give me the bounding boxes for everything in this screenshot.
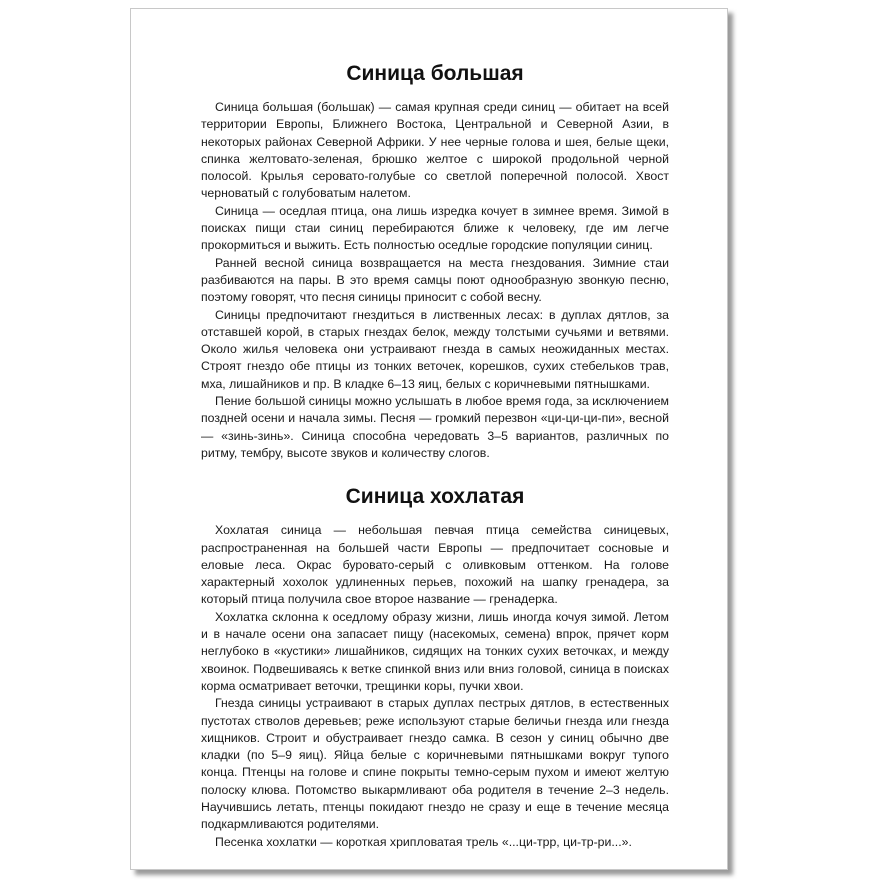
document-page (130, 8, 728, 870)
paragraph: Синица — оседлая птица, она лишь изредка кочует в зимнее время. Зимой в поисках пищи стаи синиц перебираются ближе к человеку, где им легче прокормиться и выжить. Есть полностью оседлые городские популяции синиц. (201, 203, 669, 253)
section-great-tit (201, 61, 669, 462)
section-title-crested-tit: Синица хохлатая (345, 485, 525, 509)
paragraph: Песенка хохлатки — короткая хрипловатая трель «...ци-трр, ци-тр-ри...». (215, 834, 632, 849)
section-crested-tit (201, 484, 669, 851)
paragraph: Синицы предпочитают гнездиться в лиственных лесах: в дуплах дятлов, за отставшей корой, в старых гнездах белок, между толстыми сучьями и ветвями. Около жилья человека они устраивают гнезда в самых неожиданных местах. Строят гнездо обе птицы из тонких веточек, корешков, сухих стебельков трав, мха, лишайников и пр. В кладке 6–13 яиц, белых с коричневыми пятнышками. (201, 307, 669, 391)
paragraph: Синица большая (большак) — самая крупная среди синиц — обитает на всей территории Европы, Ближнего Востока, Центральной и Северной Азии, в некоторых районах Северной Африки. У нее черные голова и шея, белые щеки, спинка желтовато-зеленая, брюшко желтое с широкой продольной черной полосой. Крылья серовато-голубые со светлой поперечной полосой. Хвост черноватый с голубоватым налетом. (201, 100, 669, 201)
paragraph: Хохлатая синица — небольшая певчая птица семейства синицевых, распространенная на большей части Европы — предпочитает сосновые и еловые леса. Окрас буровато-серый с оливковым оттенком. На голове характерный хохолок удлиненных перьев, похожий на шапку гренадера, за который птица получила свое второе название — гренадерка. (201, 523, 669, 607)
paragraph: Ранней весной синица возвращается на места гнездования. Зимние стаи разбиваются на пары. В это время самцы поют однообразную звонкую песню, поэтому говорят, что песня синицы приносит с собой весну. (201, 255, 669, 305)
paragraph: Гнезда синицы устраивают в старых дуплах пестрых дятлов, в естественных пустотах стволов деревьев; реже используют старые беличьи гнезда или гнезда хищников. Строит и обустраивает гнездо самка. В сезон у синиц обычно две кладки (по 5–9 яиц). Яйца белые с коричневыми пятнышками вокруг тупого конца. Птенцы на голове и спине покрыты темно-серым пухом и имеют желтую полоску клюва. Потомство выкармливают оба родителя в течение 2–3 недель. Научившись летать, птенцы покидают гнездо не сразу и еще в течение месяца подкармливаются родителями. (201, 696, 669, 832)
paragraph: Хохлатка склонна к оседлому образу жизни, лишь иногда кочуя зимой. Летом и в начале осени она запасает пищу (насекомых, семена) впрок, прячет корм неглубоко в «кустики» лишайников, сидящих на тонких сухих веточках, и между хвоинок. Подвешиваясь к ветке спинкой вниз или вниз головой, синица в поисках корма осматривает веточки, трещинки коры, пучки хвои. (201, 609, 669, 693)
paragraph: Пение большой синицы можно услышать в любое время года, за исключением поздней осени и начала зимы. Песня — громкий перезвон «ци-ци-ци-пи», весной— «зинь-зинь». Синица способна чередовать 3–5 вариантов, различных по ритму, тембру, высоте звуков и количеству слогов. (201, 394, 669, 460)
page-content (201, 61, 669, 851)
section-title-great-tit: Синица большая (346, 62, 524, 85)
